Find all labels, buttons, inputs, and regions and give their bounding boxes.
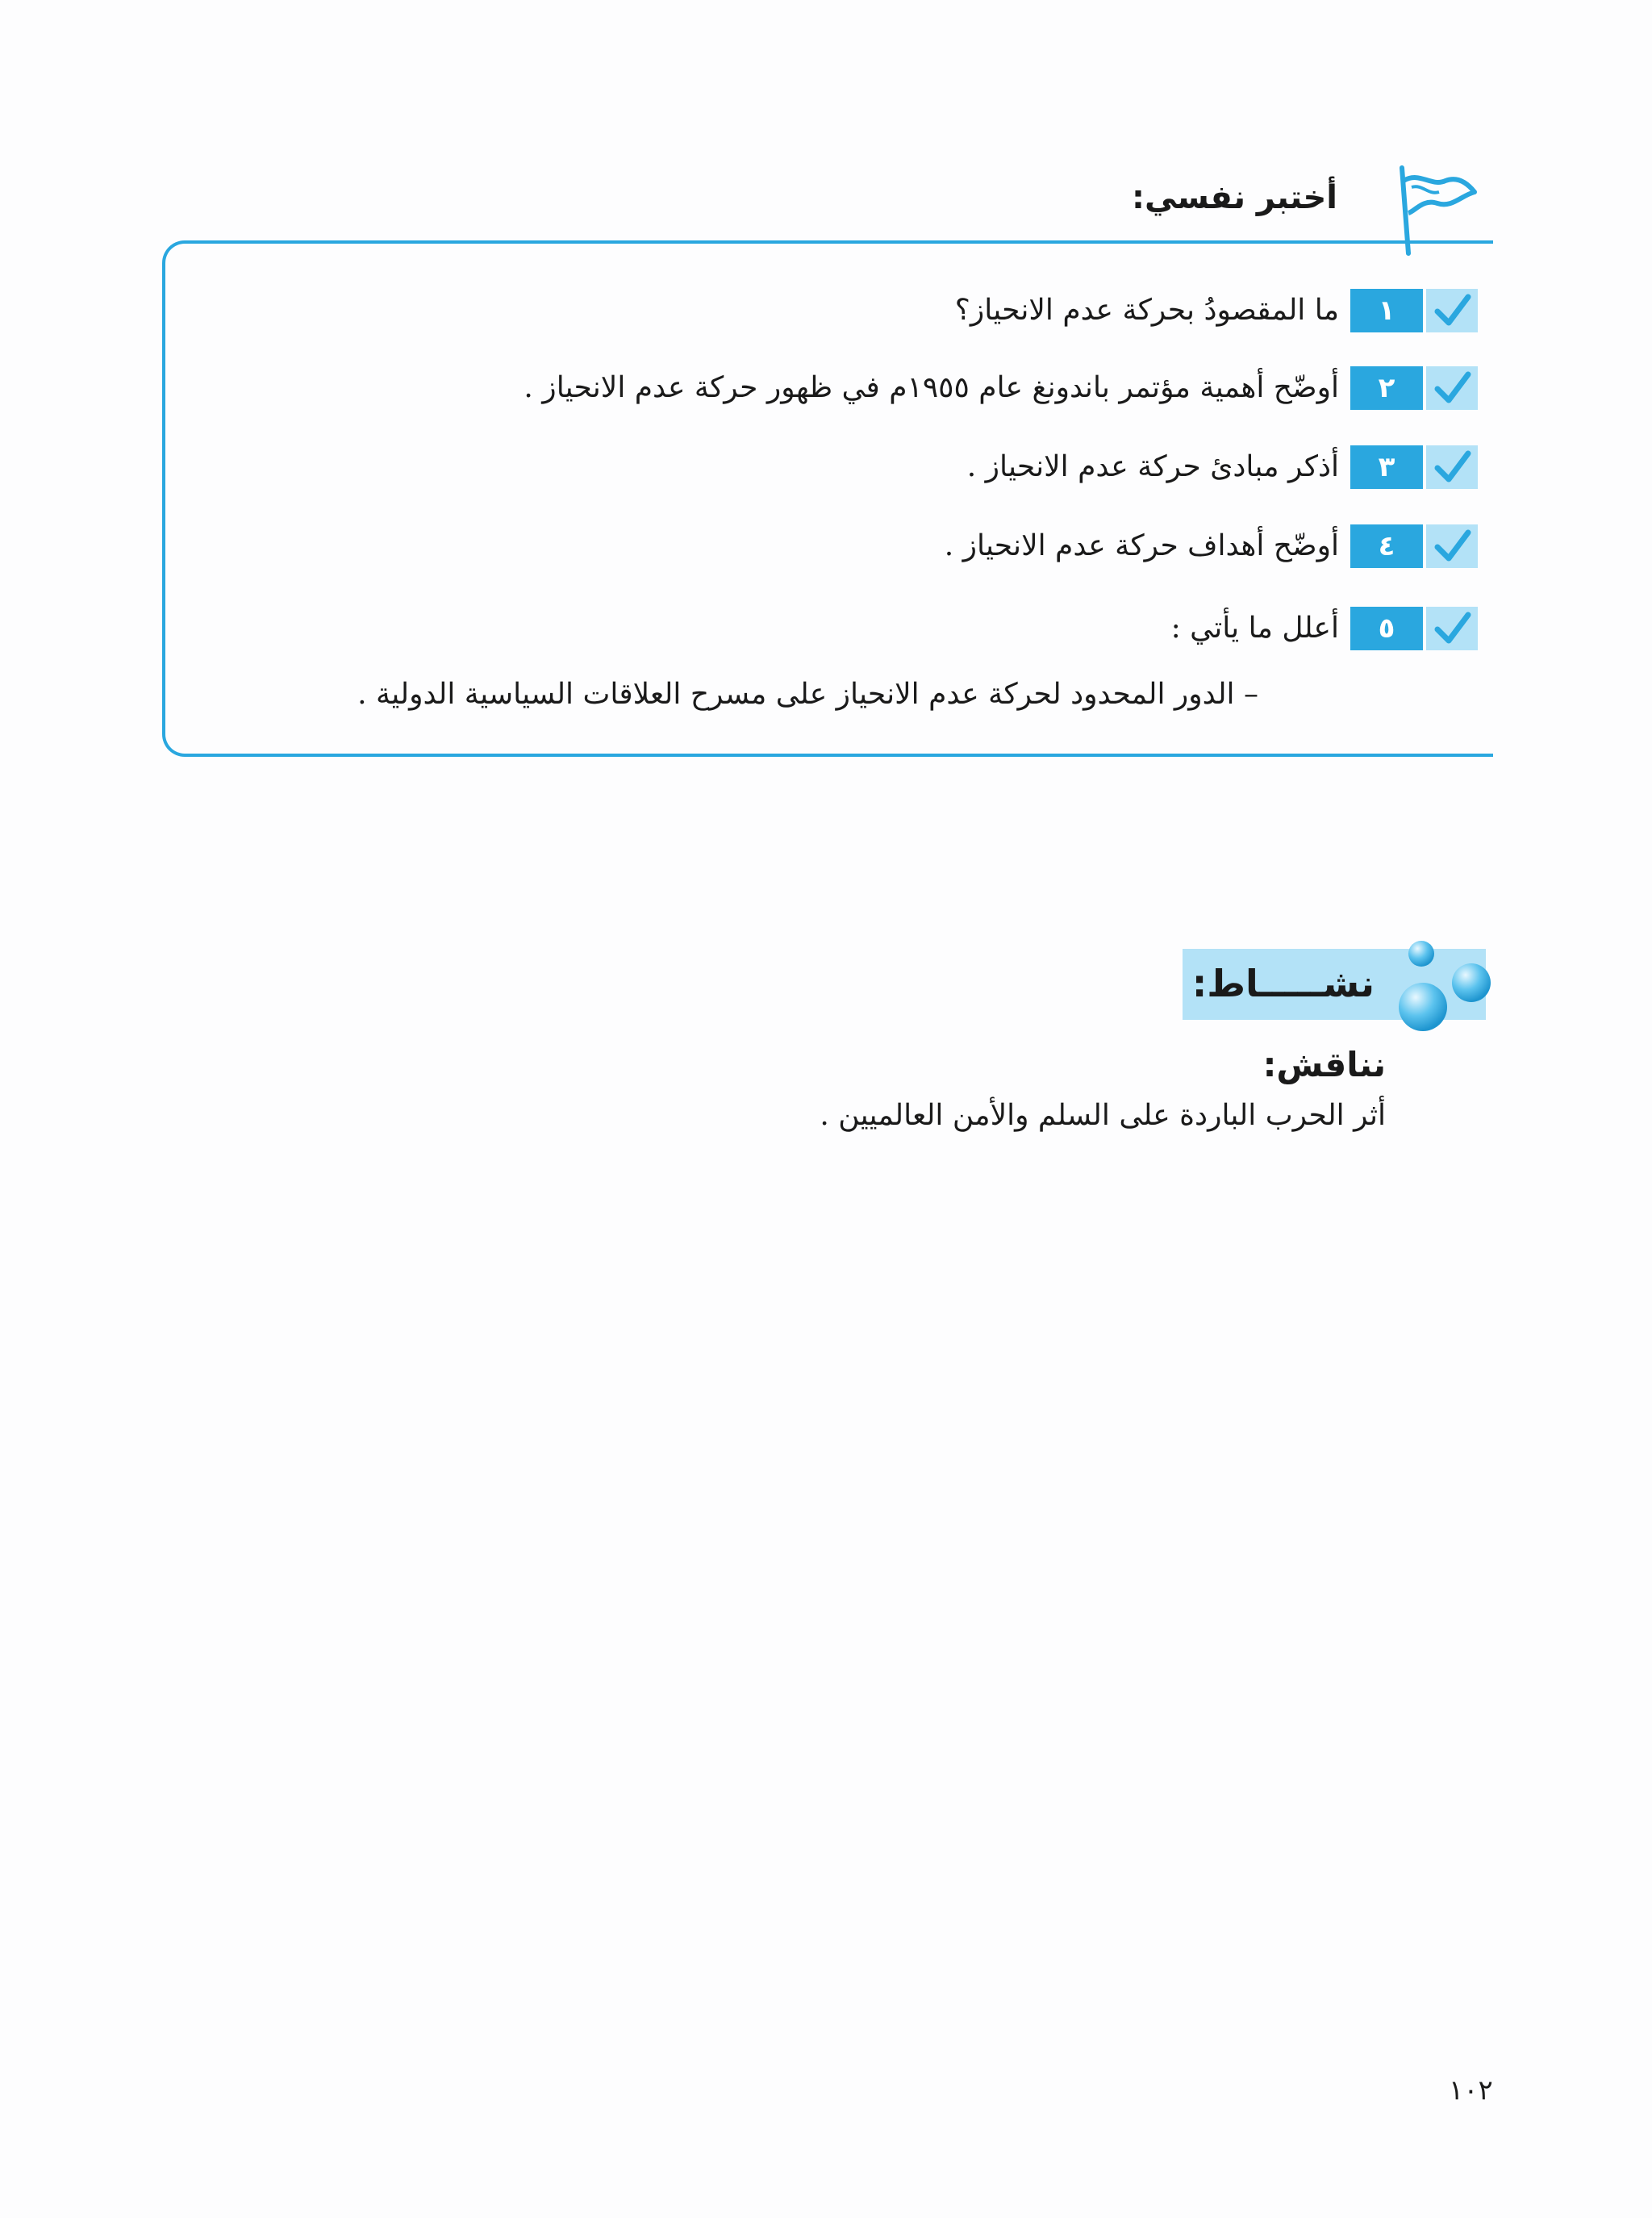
question-text: ما المقصودُ بحركة عدم الانحياز؟ <box>954 294 1339 327</box>
question-sub-item: – الدور المحدود لحركة عدم الانحياز على مسرح العلاقات السياسية الدولية . <box>357 678 1258 711</box>
question-number: ٥ <box>1350 607 1423 650</box>
question-check-box <box>1426 524 1478 568</box>
question-text: أوضّح أهداف حركة عدم الانحياز . <box>944 529 1339 562</box>
activity-title: نشـــــاط: <box>1191 962 1375 1005</box>
checkmark-icon <box>1434 449 1471 486</box>
question-check-box <box>1426 289 1478 332</box>
discuss-text: أثر الحرب الباردة على السلم والأمن العالميين . <box>820 1099 1386 1132</box>
flag-icon <box>1384 163 1481 260</box>
checkmark-icon <box>1434 610 1471 647</box>
checkmark-icon <box>1434 370 1471 407</box>
question-check-box <box>1426 366 1478 410</box>
question-number: ٢ <box>1350 366 1423 410</box>
checkmark-icon <box>1434 292 1471 329</box>
question-row <box>0 524 1652 571</box>
question-row <box>0 445 1652 492</box>
discuss-label: نناقش: <box>1262 1045 1386 1084</box>
question-check-box <box>1426 607 1478 650</box>
self-test-title: أختبر نفسي: <box>1132 179 1337 216</box>
page-number: ١٠٢ <box>1449 2074 1493 2107</box>
question-text: أذكر مبادئ حركة عدم الانحياز . <box>966 450 1339 483</box>
question-row <box>0 607 1652 654</box>
question-check-box <box>1426 445 1478 489</box>
bubbles-icon <box>1386 936 1491 1034</box>
question-text: أوضّح أهمية مؤتمر باندونغ عام ١٩٥٥م في ظهور حركة عدم الانحياز . <box>524 371 1339 404</box>
question-number: ١ <box>1350 289 1423 332</box>
checkmark-icon <box>1434 528 1471 565</box>
question-number: ٣ <box>1350 445 1423 489</box>
question-row <box>0 366 1652 413</box>
question-text: أعلل ما يأتي : <box>1170 612 1339 645</box>
question-row <box>0 289 1652 336</box>
question-number: ٤ <box>1350 524 1423 568</box>
